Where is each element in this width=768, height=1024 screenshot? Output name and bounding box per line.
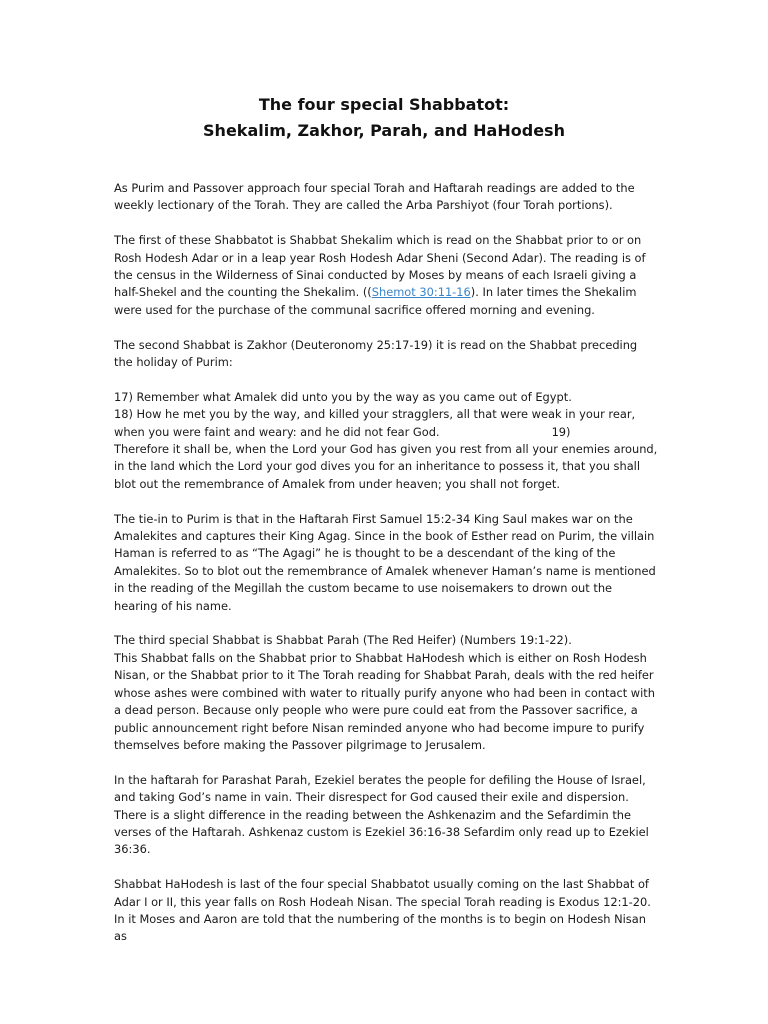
paragraph-haftarah-parah: In the haftarah for Parashat Parah, Ezekiel berates the people for defiling the House of Israel, and taking God’s name in vain. Their disrespect for God caused their exile and dispersion. There is a slight difference in the reading between the Ashkenazim and the Sefardimin the verses of the Haftarah. Ashkenaz custom is Ezekiel 36:16-38 Sefardim only read up to Ezekiel 36:36. xyxy=(114,772,649,857)
paragraph-zakhor: The second Shabbat is Zakhor (Deuteronomy 25:17-19) it is read on the Shabbat preceding the holiday of Purim: xyxy=(114,337,638,370)
verse-17: 17) Remember what Amalek did unto you by the way as you came out of Egypt. xyxy=(114,389,572,404)
paragraph-purim-tie-in: The tie-in to Purim is that in the Haftarah First Samuel 15:2-34 King Saul makes war on the Amalekites and captures their King Agag. Since in the book of Esther read on Purim, the villain Haman is referred to as “The Agagi” he is thought to be a descendant of the king of the Amalekites. So to blot out the remembrance of Amalek whenever Haman’s name is mentioned in the reading of the Megillah the custom became to use noisemakers to drown out the hearing of his name. xyxy=(114,511,656,613)
paragraph-parah xyxy=(114,632,659,754)
verse-19: Therefore it shall be, when the Lord your God has given you rest from all your enemies around, in the land which the Lord your god dives you for an inheritance to possess it, that you shall blot out the remembrance of Amalek from under heaven; you shall not forget. xyxy=(114,442,658,491)
page-title-line-2: Shekalim, Zakhor, Parah, and HaHodesh xyxy=(203,121,565,140)
paragraph-shekalim-text-end: ). In later times the Shekalim were used for the purchase of the communal sacrifice offered morning and evening. xyxy=(114,285,637,317)
document-body xyxy=(114,180,659,963)
paragraph-shekalim xyxy=(114,232,659,319)
paragraph-shekalim-text: The first of these Shabbatot is Shabbat Shekalim which is read on the Shabbat prior to or on Rosh Hodesh Adar or in a leap year Rosh Hodesh Adar Sheni (Second Adar). The reading is of the census in the Wilderness of Sinai conducted by Moses by means of each Israeli giving a half-Shekel and the counting the Shekalim. (( xyxy=(114,233,646,300)
paragraph-hahodesh: Shabbat HaHodesh is last of the four special Shabbatot usually coming on the last Shabbat of Adar I or II, this year falls on Rosh Hodeah Nisan. The special Torah reading is Exodus 12:1-20. In it Moses and Aaron are told that the numbering of the months is to begin on Hodesh Nisan as xyxy=(114,877,651,944)
page-title-line-1: The four special Shabbatot: xyxy=(258,95,510,114)
verse-18: 18) How he met you by the way, and killed your stragglers, all that were weak in your rear, when you were faint and weary: and he did not fear God. xyxy=(114,407,636,439)
paragraph-parah-rest: This Shabbat falls on the Shabbat prior to Shabbat HaHodesh which is either on Rosh Hodesh Nisan, or the Shabbat prior to it The Torah reading for Shabbat Parah, deals with the red heifer whose ashes were combined with water to ritually purify anyone who had been in contact with a dead person. Because only people who were pure could eat from the Passover sacrifice, a public announcement right before Nisan reminded anyone who had become impure to purify themselves before making the Passover pilgrimage to Jerusalem. xyxy=(114,650,655,752)
verses-block xyxy=(114,389,659,493)
paragraph-parah-line1: The third special Shabbat is Shabbat Parah (The Red Heifer) (Numbers 19:1-22). xyxy=(114,633,572,648)
shemot-link[interactable]: Shemot 30:11-16 xyxy=(371,285,471,300)
paragraph-intro: As Purim and Passover approach four special Torah and Haftarah readings are added to the weekly lectionary of the Torah. They are called the Arba Parshiyot (four Torah portions). xyxy=(114,181,635,213)
verse-19-number: 19) xyxy=(551,424,571,439)
